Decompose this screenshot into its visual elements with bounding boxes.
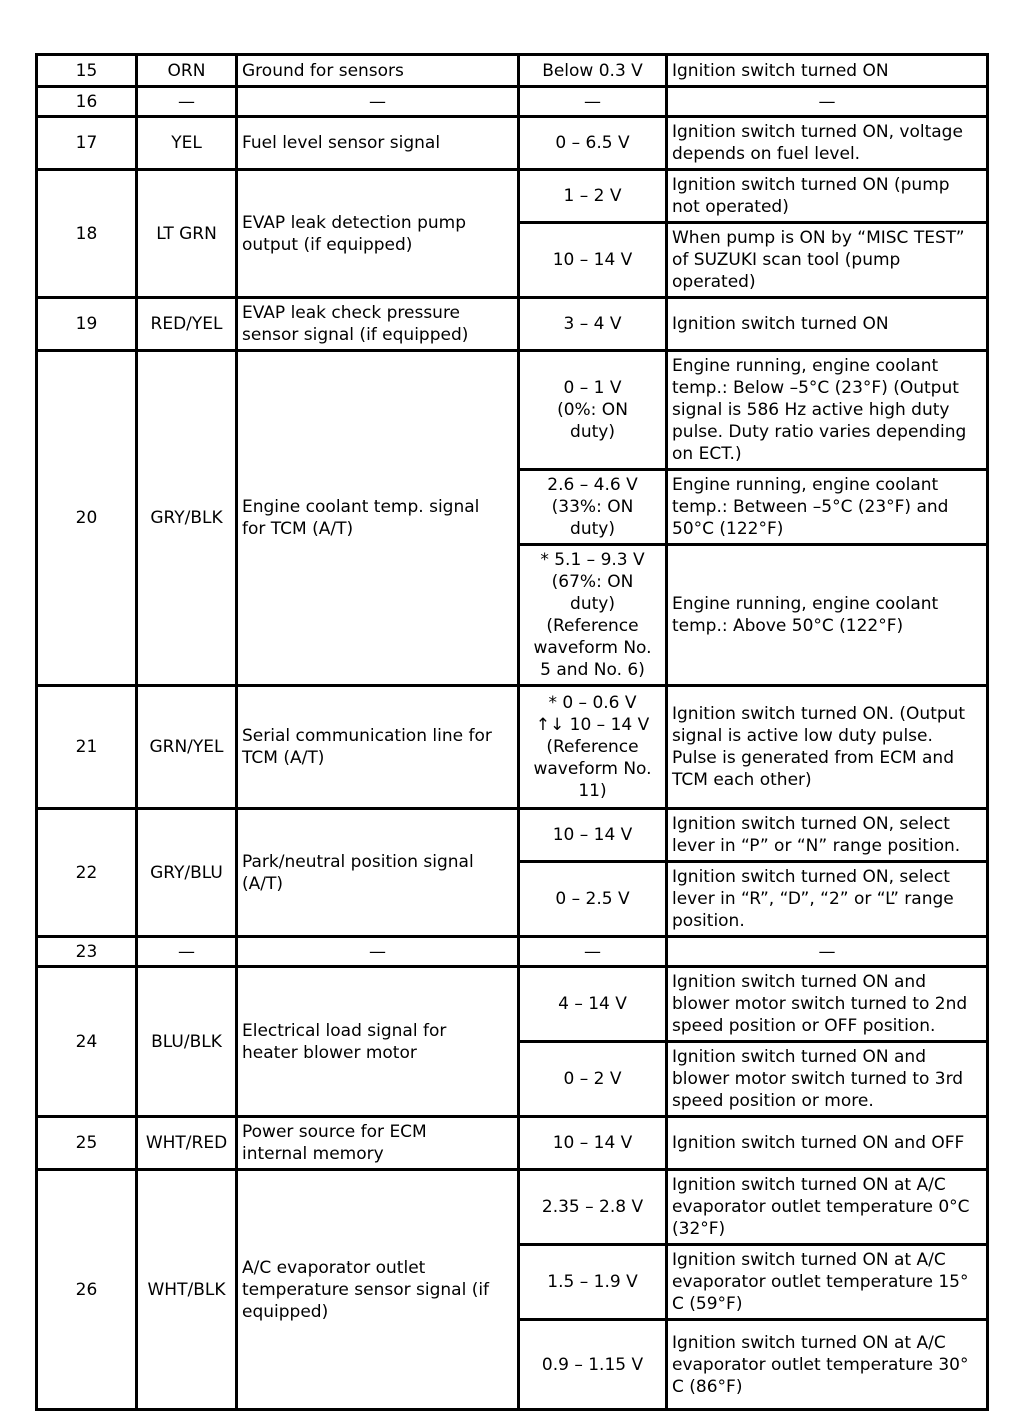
voltage-cell: 1 – 2 V: [519, 170, 667, 223]
table-row: [37, 686, 988, 809]
table-row: [37, 117, 988, 170]
condition-cell: When pump is ON by “MISC TEST” of SUZUKI scan tool (pump operated): [667, 223, 988, 298]
condition-cell: Ignition switch turned ON (pump not operated): [667, 170, 988, 223]
circuit-cell: —: [237, 937, 519, 967]
terminal-cell: 21: [37, 686, 137, 809]
wire-color-cell: —: [137, 937, 237, 967]
terminal-cell: 22: [37, 809, 137, 937]
voltage-cell: 10 – 14 V: [519, 809, 667, 862]
condition-cell: Ignition switch turned ON and blower motor switch turned to 3rd speed position or more.: [667, 1042, 988, 1117]
wire-color-cell: LT GRN: [137, 170, 237, 298]
table-row: [37, 351, 988, 470]
wire-color-cell: WHT/BLK: [137, 1170, 237, 1410]
voltage-cell: 2.35 – 2.8 V: [519, 1170, 667, 1245]
ecm-terminal-table: [35, 53, 989, 1411]
condition-cell: —: [667, 937, 988, 967]
voltage-cell: * 0 – 0.6 V ↑↓ 10 – 14 V (Reference waveform No. 11): [519, 686, 667, 809]
condition-cell: —: [667, 87, 988, 117]
voltage-cell: 10 – 14 V: [519, 223, 667, 298]
terminal-cell: 24: [37, 967, 137, 1117]
condition-cell: Ignition switch turned ON at A/C evaporator outlet temperature 0°C (32°F): [667, 1170, 988, 1245]
condition-cell: Engine running, engine coolant temp.: Below –5°C (23°F) (Output signal is 586 Hz active high duty pulse. Duty ratio varies depending on ECT.): [667, 351, 988, 470]
voltage-cell: Below 0.3 V: [519, 55, 667, 87]
circuit-cell: A/C evaporator outlet temperature sensor signal (if equipped): [237, 1170, 519, 1410]
voltage-cell: 10 – 14 V: [519, 1117, 667, 1170]
voltage-cell: 0 – 1 V (0%: ON duty): [519, 351, 667, 470]
circuit-cell: Ground for sensors: [237, 55, 519, 87]
wire-color-cell: RED/YEL: [137, 298, 237, 351]
wire-color-cell: ORN: [137, 55, 237, 87]
circuit-cell: Fuel level sensor signal: [237, 117, 519, 170]
voltage-cell: 1.5 – 1.9 V: [519, 1245, 667, 1320]
terminal-cell: 19: [37, 298, 137, 351]
condition-cell: Ignition switch turned ON and blower motor switch turned to 2nd speed position or OFF position.: [667, 967, 988, 1042]
circuit-cell: Park/neutral position signal (A/T): [237, 809, 519, 937]
wire-color-cell: YEL: [137, 117, 237, 170]
circuit-cell: Engine coolant temp. signal for TCM (A/T): [237, 351, 519, 686]
circuit-cell: EVAP leak detection pump output (if equipped): [237, 170, 519, 298]
voltage-cell: 0.9 – 1.15 V: [519, 1320, 667, 1410]
table-row: [37, 1117, 988, 1170]
condition-cell: Ignition switch turned ON, select lever in “R”, “D”, “2” or “L” range position.: [667, 862, 988, 937]
table-row: [37, 967, 988, 1042]
voltage-cell: 0 – 2.5 V: [519, 862, 667, 937]
condition-cell: Ignition switch turned ON and OFF: [667, 1117, 988, 1170]
voltage-cell: —: [519, 937, 667, 967]
circuit-cell: —: [237, 87, 519, 117]
circuit-cell: Serial communication line for TCM (A/T): [237, 686, 519, 809]
condition-cell: Ignition switch turned ON: [667, 298, 988, 351]
voltage-cell: 0 – 2 V: [519, 1042, 667, 1117]
wire-color-cell: GRN/YEL: [137, 686, 237, 809]
table-row: [37, 298, 988, 351]
voltage-cell: —: [519, 87, 667, 117]
condition-cell: Ignition switch turned ON at A/C evaporator outlet temperature 15° C (59°F): [667, 1245, 988, 1320]
circuit-cell: Electrical load signal for heater blower motor: [237, 967, 519, 1117]
condition-cell: Ignition switch turned ON. (Output signal is active low duty pulse. Pulse is generated from ECM and TCM each other): [667, 686, 988, 809]
table-row: [37, 87, 988, 117]
table-row: [37, 55, 988, 87]
wire-color-cell: GRY/BLK: [137, 351, 237, 686]
wire-color-cell: WHT/RED: [137, 1117, 237, 1170]
terminal-cell: 20: [37, 351, 137, 686]
circuit-cell: Power source for ECM internal memory: [237, 1117, 519, 1170]
voltage-cell: 2.6 – 4.6 V (33%: ON duty): [519, 470, 667, 545]
terminal-cell: 23: [37, 937, 137, 967]
condition-cell: Ignition switch turned ON: [667, 55, 988, 87]
table-row: [37, 809, 988, 862]
terminal-cell: 17: [37, 117, 137, 170]
wire-color-cell: —: [137, 87, 237, 117]
table-row: [37, 170, 988, 223]
terminal-cell: 25: [37, 1117, 137, 1170]
condition-cell: Ignition switch turned ON at A/C evaporator outlet temperature 30° C (86°F): [667, 1320, 988, 1410]
voltage-cell: 4 – 14 V: [519, 967, 667, 1042]
condition-cell: Engine running, engine coolant temp.: Above 50°C (122°F): [667, 545, 988, 686]
terminal-cell: 15: [37, 55, 137, 87]
wire-color-cell: GRY/BLU: [137, 809, 237, 937]
voltage-cell: * 5.1 – 9.3 V (67%: ON duty) (Reference waveform No. 5 and No. 6): [519, 545, 667, 686]
voltage-cell: 0 – 6.5 V: [519, 117, 667, 170]
circuit-cell: EVAP leak check pressure sensor signal (if equipped): [237, 298, 519, 351]
terminal-cell: 16: [37, 87, 137, 117]
voltage-cell: 3 – 4 V: [519, 298, 667, 351]
condition-cell: Ignition switch turned ON, select lever in “P” or “N” range position.: [667, 809, 988, 862]
condition-cell: Ignition switch turned ON, voltage depends on fuel level.: [667, 117, 988, 170]
table-row: [37, 1170, 988, 1245]
wire-color-cell: BLU/BLK: [137, 967, 237, 1117]
condition-cell: Engine running, engine coolant temp.: Between –5°C (23°F) and 50°C (122°F): [667, 470, 988, 545]
table-row: [37, 937, 988, 967]
terminal-cell: 18: [37, 170, 137, 298]
terminal-cell: 26: [37, 1170, 137, 1410]
